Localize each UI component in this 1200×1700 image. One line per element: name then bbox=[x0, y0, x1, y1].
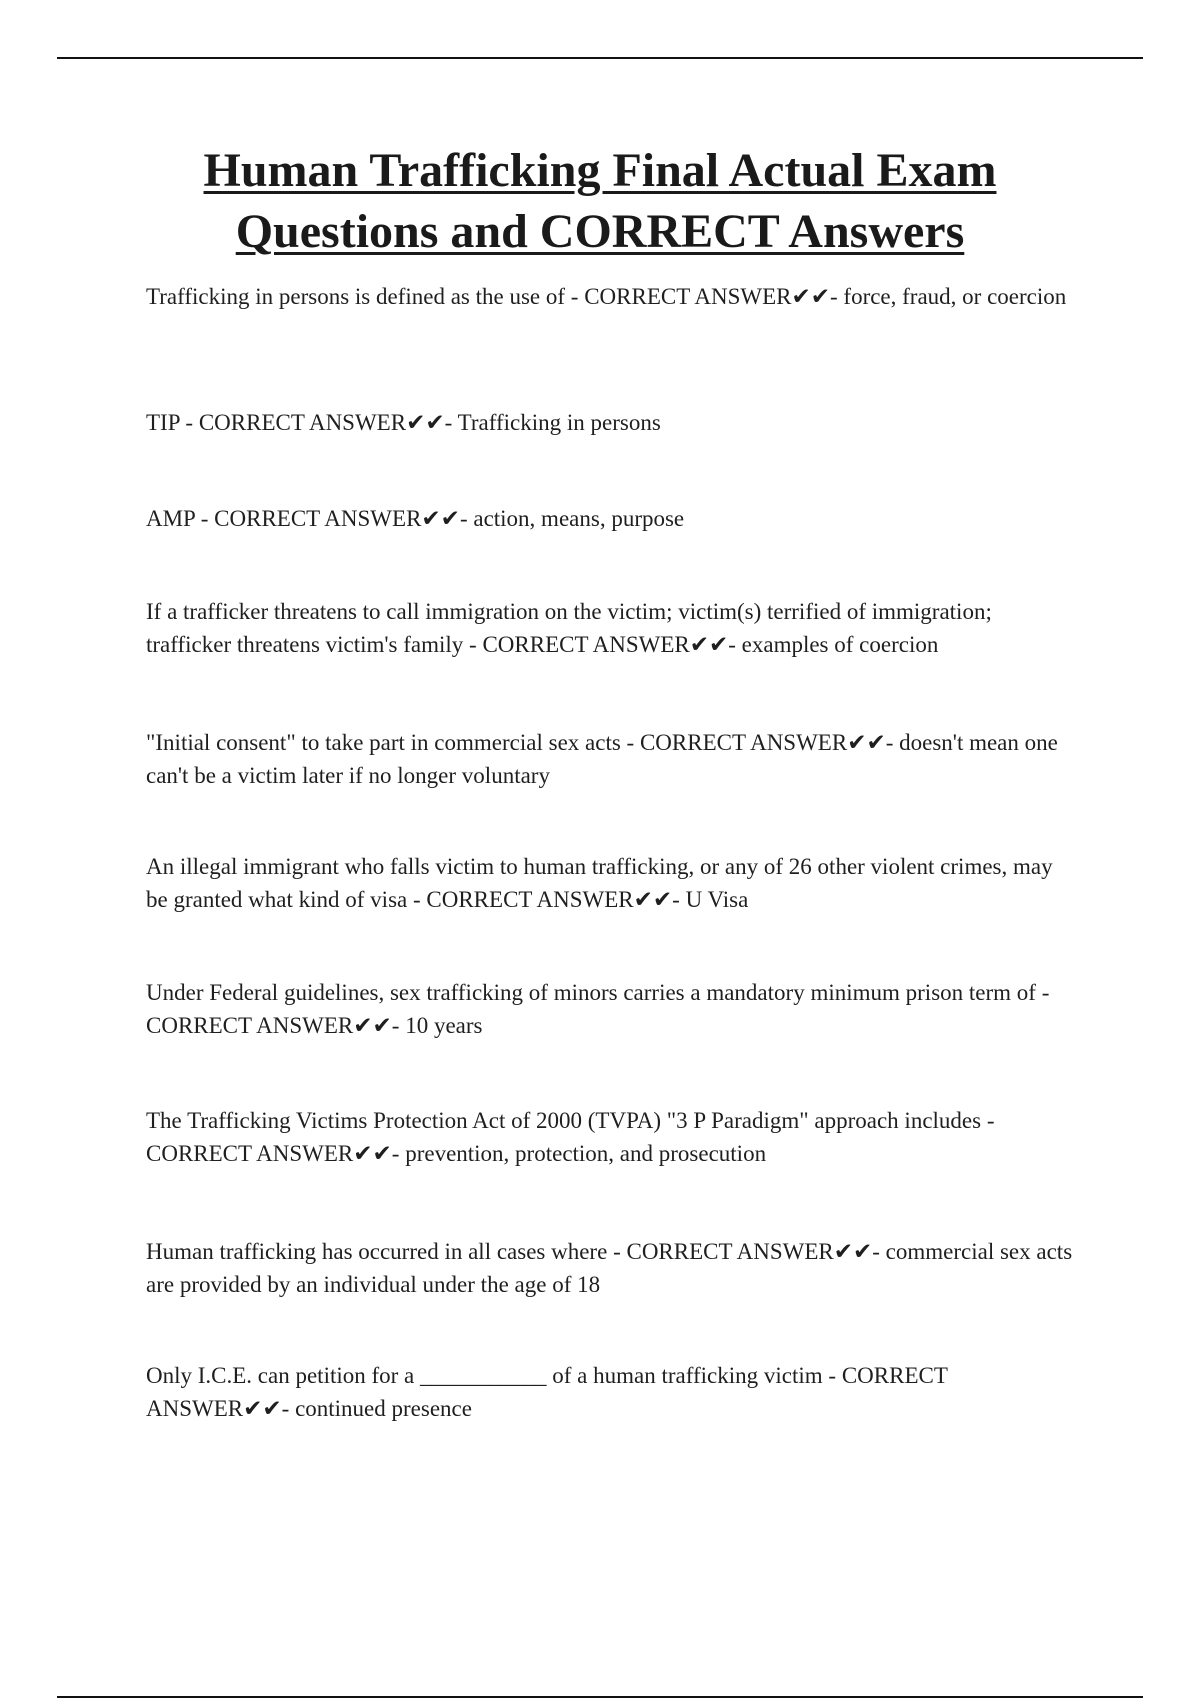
answer-text: continued presence bbox=[295, 1396, 472, 1421]
correct-answer-marker: - CORRECT ANSWER✔✔- bbox=[195, 506, 474, 531]
qa-item bbox=[146, 280, 1076, 313]
page-title bbox=[0, 140, 1200, 262]
correct-answer-marker: - CORRECT ANSWER✔✔- bbox=[463, 632, 742, 657]
answer-text: commercial sex acts are provided by an individual under the age of 18 bbox=[146, 1239, 1073, 1297]
qa-item bbox=[146, 1359, 1076, 1425]
answer-text: examples of coercion bbox=[741, 632, 939, 657]
qa-item bbox=[146, 502, 1076, 535]
qa-item bbox=[146, 1235, 1076, 1301]
answer-text: 10 years bbox=[405, 1013, 483, 1038]
answer-text: prevention, protection, and prosecution bbox=[405, 1141, 767, 1166]
qa-item bbox=[146, 1104, 1076, 1170]
question-text: The Trafficking Victims Protection Act of 2000 (TVPA) "3 P Paradigm" approach includes bbox=[146, 1108, 982, 1133]
correct-answer-marker: - CORRECT ANSWER✔✔- bbox=[146, 1363, 948, 1421]
question-text: Under Federal guidelines, sex trafficking of minors carries a mandatory minimum prison term of bbox=[146, 980, 1036, 1005]
qa-item bbox=[146, 595, 1076, 661]
question-text: Human trafficking has occurred in all cases where bbox=[146, 1239, 608, 1264]
title-line-2: Questions and CORRECT Answers bbox=[235, 205, 965, 258]
question-text: TIP bbox=[146, 410, 180, 435]
question-text: "Initial consent" to take part in commercial sex acts bbox=[146, 730, 621, 755]
top-rule bbox=[57, 57, 1143, 59]
answer-text: U Visa bbox=[685, 887, 749, 912]
question-text: Only I.C.E. can petition for a ___________ of a human trafficking victim bbox=[146, 1363, 823, 1388]
bottom-rule bbox=[57, 1696, 1143, 1698]
question-text: Trafficking in persons is defined as the use of bbox=[146, 284, 566, 309]
qa-item bbox=[146, 850, 1076, 916]
correct-answer-marker: - CORRECT ANSWER✔✔- bbox=[146, 980, 1050, 1038]
qa-item bbox=[146, 976, 1076, 1042]
qa-item bbox=[146, 726, 1076, 792]
question-text: If a trafficker threatens to call immigration on the victim; victim(s) terrified of immigration; trafficker threatens victim's family bbox=[146, 599, 992, 657]
answer-text: action, means, purpose bbox=[473, 506, 685, 531]
correct-answer-marker: - CORRECT ANSWER✔✔- bbox=[620, 730, 900, 755]
correct-answer-marker: - CORRECT ANSWER✔✔- bbox=[565, 284, 844, 309]
correct-answer-marker: - CORRECT ANSWER✔✔- bbox=[179, 410, 458, 435]
answer-text: Trafficking in persons bbox=[457, 410, 661, 435]
title-line-1: Human Trafficking Final Actual Exam bbox=[203, 144, 997, 197]
answer-text: force, fraud, or coercion bbox=[843, 284, 1067, 309]
question-text: AMP bbox=[146, 506, 195, 531]
question-text: An illegal immigrant who falls victim to human trafficking, or any of 26 other violent crimes, may be granted what kind of visa bbox=[146, 854, 1053, 912]
correct-answer-marker: - CORRECT ANSWER✔✔- bbox=[407, 887, 686, 912]
correct-answer-marker: - CORRECT ANSWER✔✔- bbox=[607, 1239, 886, 1264]
answer-text: doesn't mean one can't be a victim later if no longer voluntary bbox=[146, 730, 1058, 788]
correct-answer-marker: - CORRECT ANSWER✔✔- bbox=[146, 1108, 995, 1166]
qa-item bbox=[146, 406, 1076, 439]
